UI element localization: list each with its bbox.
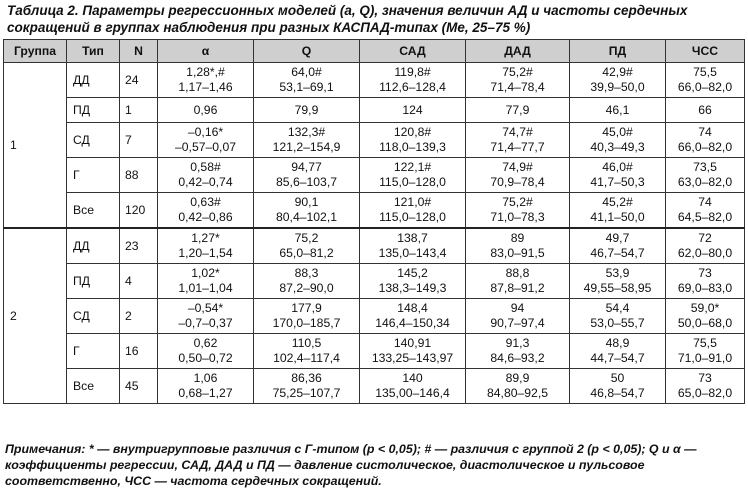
n-cell: 88	[120, 158, 158, 193]
range-value: 121,2–154,9	[272, 140, 341, 154]
sad-cell	[360, 299, 466, 334]
median-value: 53,9	[605, 266, 630, 280]
median-value: 72	[698, 231, 712, 245]
table-row	[4, 123, 745, 158]
q-cell	[254, 299, 360, 334]
q-cell	[254, 264, 360, 299]
group-label: 2	[4, 228, 67, 404]
pd-cell	[570, 299, 666, 334]
dad-cell	[466, 123, 570, 158]
table-row	[4, 228, 745, 264]
sad-cell	[360, 228, 466, 264]
range-value: 46,8–54,7	[590, 386, 645, 400]
table-row	[4, 369, 745, 404]
range-value: 53,0–55,7	[590, 316, 645, 330]
median-value: 75,5	[693, 65, 717, 79]
q-cell	[254, 98, 360, 123]
table-row	[4, 193, 745, 229]
median-value: 49,7	[605, 231, 630, 245]
median-value: 94	[510, 301, 525, 315]
header-n: N	[120, 40, 158, 63]
median-value: –0,16*	[187, 125, 224, 139]
median-value: 75,2#	[502, 65, 533, 79]
median-value: 177,9	[291, 301, 322, 315]
median-value: 54,4	[605, 301, 630, 315]
header-sad: САД	[360, 40, 466, 63]
median-value: 75,2#	[502, 195, 533, 209]
median-value: 50	[610, 371, 625, 385]
range-value: 138,3–149,3	[378, 281, 447, 295]
range-value: 0,42–0,86	[178, 210, 233, 224]
n-cell: 4	[120, 264, 158, 299]
median-value: –0,54*	[187, 301, 224, 315]
range-value: 70,9–78,4	[490, 175, 545, 189]
alpha-cell	[158, 369, 254, 404]
sad-cell	[360, 98, 466, 123]
n-cell: 1	[120, 98, 158, 123]
range-value: 84,80–92,5	[487, 386, 548, 400]
group-label: 1	[4, 63, 67, 229]
median-value: 75,2	[294, 231, 319, 245]
pd-cell	[570, 264, 666, 299]
header-pd: ПД	[570, 40, 666, 63]
header-alpha: α	[158, 40, 254, 63]
notes-text: Примечания: * — внутригрупповые различия с Г-типом (p < 0,05); # — различия с группой 2 (p < 0,05); Q и α — коэффициенты регрессии, САД, ДАД и ПД — давление систолическое, диастолическое и пульсовое соответственно, ЧСС — частота сердечных сокращений.	[5, 442, 700, 488]
median-value: 1,27*	[191, 231, 220, 245]
range-value: 75,25–107,7	[272, 386, 341, 400]
median-value: 79,9	[294, 102, 319, 117]
sad-cell	[360, 63, 466, 98]
range-value: 0,68–1,27	[178, 386, 233, 400]
dad-cell	[466, 264, 570, 299]
median-value: 74	[698, 125, 712, 139]
range-value: 71,4–77,7	[490, 140, 545, 154]
range-value: 46,7–54,7	[590, 246, 645, 260]
hr-cell	[666, 299, 745, 334]
median-value: 124	[402, 102, 423, 117]
median-value: 110,5	[291, 336, 322, 350]
median-value: 132,3#	[287, 125, 326, 139]
pd-cell	[570, 63, 666, 98]
range-value: 65,0–82,0	[677, 386, 733, 400]
range-value: 64,5–82,0	[677, 210, 733, 224]
median-value: 73,5	[693, 160, 717, 174]
range-value: 41,7–50,3	[590, 175, 645, 189]
median-value: 88,3	[294, 266, 319, 280]
range-value: 1,17–1,46	[178, 80, 233, 94]
type-cell: ПД	[67, 264, 120, 299]
range-value: 85,6–103,7	[276, 175, 337, 189]
header-row	[4, 40, 745, 63]
table-row	[4, 264, 745, 299]
n-cell: 120	[120, 193, 158, 229]
median-value: 42,9#	[602, 65, 633, 79]
range-value: 63,0–82,0	[677, 175, 733, 189]
range-value: 170,0–185,7	[272, 316, 341, 330]
median-value: 46,1	[605, 102, 630, 117]
range-value: 115,0–128,0	[379, 175, 446, 189]
pd-cell	[570, 369, 666, 404]
median-value: 1,06	[193, 371, 218, 385]
median-value: 122,1#	[393, 160, 432, 174]
n-cell: 16	[120, 334, 158, 369]
range-value: 112,6–128,4	[379, 80, 446, 94]
range-value: 87,8–91,2	[490, 281, 545, 295]
q-cell	[254, 158, 360, 193]
type-cell: ДД	[67, 63, 120, 98]
median-value: 119,8#	[394, 65, 431, 79]
hr-cell	[666, 193, 745, 229]
header-group: Группа	[4, 40, 67, 63]
header-type: Тип	[67, 40, 120, 63]
dad-cell	[466, 158, 570, 193]
median-value: 46,0#	[602, 160, 633, 174]
table-row	[4, 299, 745, 334]
group-1-body	[4, 63, 745, 229]
table-row	[4, 98, 745, 123]
range-value: –0,7–0,37	[178, 316, 233, 330]
alpha-cell	[158, 63, 254, 98]
range-value: 62,0–80,0	[677, 246, 733, 260]
median-value: 73	[698, 266, 712, 280]
median-value: 140	[402, 371, 423, 385]
median-value: 66	[698, 102, 712, 117]
range-value: 49,55–58,95	[583, 281, 652, 295]
type-cell: Г	[67, 158, 120, 193]
range-value: 50,0–68,0	[677, 316, 733, 330]
alpha-cell	[158, 158, 254, 193]
q-cell	[254, 228, 360, 264]
table-row	[4, 63, 745, 98]
range-value: 90,7–97,4	[490, 316, 545, 330]
pd-cell	[570, 334, 666, 369]
median-value: 0,63#	[190, 195, 221, 209]
table-row	[4, 334, 745, 369]
range-value: 133,25–143,97	[371, 351, 454, 365]
range-value: 135,00–146,4	[375, 386, 450, 400]
type-cell: ПД	[67, 98, 120, 123]
n-cell: 2	[120, 299, 158, 334]
range-value: 66,0–82,0	[677, 140, 733, 154]
alpha-cell	[158, 193, 254, 229]
median-value: 94,77	[291, 160, 322, 174]
pd-cell	[570, 193, 666, 229]
q-cell	[254, 63, 360, 98]
type-cell: Все	[67, 193, 120, 229]
sad-cell	[360, 123, 466, 158]
group-2-body	[4, 228, 745, 404]
table-row	[4, 158, 745, 193]
n-cell: 24	[120, 63, 158, 98]
median-value: 91,3	[505, 336, 530, 350]
dad-cell	[466, 334, 570, 369]
median-value: 120,8#	[393, 125, 432, 139]
dad-cell	[466, 193, 570, 229]
range-value: 115,0–128,0	[379, 210, 446, 224]
dad-cell	[466, 299, 570, 334]
range-value: 135,0–143,4	[378, 246, 447, 260]
median-value: 0,62	[193, 336, 218, 350]
range-value: 40,3–49,3	[590, 140, 645, 154]
range-value: 84,6–93,2	[490, 351, 545, 365]
type-cell: СД	[67, 299, 120, 334]
hr-cell	[666, 123, 745, 158]
median-value: 0,96	[193, 102, 218, 117]
median-value: 59,0*	[690, 301, 720, 315]
pd-cell	[570, 123, 666, 158]
median-value: 74,7#	[502, 125, 533, 139]
hr-cell	[666, 98, 745, 123]
range-value: 41,1–50,0	[590, 210, 645, 224]
range-value: 87,2–90,0	[279, 281, 334, 295]
range-value: 0,50–0,72	[178, 351, 233, 365]
range-value: 39,9–50,0	[590, 80, 645, 94]
median-value: 140,91	[393, 336, 432, 350]
hr-cell	[666, 158, 745, 193]
range-value: 44,7–54,7	[590, 351, 645, 365]
range-value: 0,42–0,74	[178, 175, 233, 189]
dad-cell	[466, 228, 570, 264]
alpha-cell	[158, 299, 254, 334]
sad-cell	[360, 369, 466, 404]
type-cell: Г	[67, 334, 120, 369]
range-value: 80,4–102,1	[276, 210, 337, 224]
q-cell	[254, 193, 360, 229]
median-value: 121,0#	[393, 195, 432, 209]
hr-cell	[666, 369, 745, 404]
q-cell	[254, 123, 360, 158]
pd-cell	[570, 228, 666, 264]
n-cell: 45	[120, 369, 158, 404]
range-value: 1,20–1,54	[178, 246, 233, 260]
sad-cell	[360, 334, 466, 369]
sad-cell	[360, 264, 466, 299]
median-value: 138,7	[397, 231, 428, 245]
median-value: 86,36	[291, 371, 322, 385]
range-value: 102,4–117,4	[273, 351, 340, 365]
range-value: 118,0–139,3	[379, 140, 446, 154]
median-value: 45,2#	[602, 195, 633, 209]
median-value: 90,1	[294, 195, 319, 209]
median-value: 77,9	[505, 102, 530, 117]
range-value: 66,0–82,0	[677, 80, 733, 94]
median-value: 0,58#	[190, 160, 221, 174]
n-cell: 23	[120, 228, 158, 264]
range-value: 65,0–81,2	[279, 246, 334, 260]
header-hr: ЧСС	[666, 40, 745, 63]
median-value: 74,9#	[502, 160, 533, 174]
sad-cell	[360, 158, 466, 193]
dad-cell	[466, 98, 570, 123]
range-value: 71,0–78,3	[490, 210, 545, 224]
median-value: 89	[510, 231, 525, 245]
range-value: 146,4–150,34	[375, 316, 450, 330]
median-value: 73	[698, 371, 712, 385]
median-value: 45,0#	[602, 125, 633, 139]
hr-cell	[666, 264, 745, 299]
pd-cell	[570, 158, 666, 193]
regression-table	[3, 39, 745, 404]
dad-cell	[466, 63, 570, 98]
n-cell: 7	[120, 123, 158, 158]
median-value: 1,28*,#	[186, 65, 225, 79]
table-caption: Таблица 2. Параметры регрессионных моделей (a, Q), значения величин АД и частоты сердечных сокращений в группах наблюдения при разных КАСПАД-типах (Ме, 25–75 %)	[7, 3, 688, 35]
header-dad: ДАД	[466, 40, 570, 63]
hr-cell	[666, 334, 745, 369]
median-value: 48,9	[605, 336, 630, 350]
median-value: 74	[698, 195, 712, 209]
median-value: 75,5	[693, 336, 717, 350]
alpha-cell	[158, 98, 254, 123]
sad-cell	[360, 193, 466, 229]
median-value: 88,8	[505, 266, 530, 280]
range-value: –0,57–0,07	[175, 140, 236, 154]
median-value: 64,0#	[291, 65, 322, 79]
alpha-cell	[158, 264, 254, 299]
q-cell	[254, 334, 360, 369]
type-cell: СД	[67, 123, 120, 158]
hr-cell	[666, 63, 745, 98]
median-value: 145,2	[397, 266, 428, 280]
alpha-cell	[158, 334, 254, 369]
median-value: 148,4	[397, 301, 428, 315]
range-value: 1,01–1,04	[178, 281, 233, 295]
alpha-cell	[158, 123, 254, 158]
q-cell	[254, 369, 360, 404]
alpha-cell	[158, 228, 254, 264]
dad-cell	[466, 369, 570, 404]
median-value: 89,9	[505, 371, 530, 385]
hr-cell	[666, 228, 745, 264]
table-notes	[5, 441, 745, 489]
type-cell: ДД	[67, 228, 120, 264]
range-value: 71,4–78,4	[490, 80, 545, 94]
range-value: 83,0–91,5	[490, 246, 545, 260]
range-value: 69,0–83,0	[677, 281, 733, 295]
header-q: Q	[254, 40, 360, 63]
pd-cell	[570, 98, 666, 123]
range-value: 71,0–91,0	[677, 351, 733, 365]
median-value: 1,02*	[191, 266, 220, 280]
type-cell: Все	[67, 369, 120, 404]
range-value: 53,1–69,1	[279, 80, 334, 94]
